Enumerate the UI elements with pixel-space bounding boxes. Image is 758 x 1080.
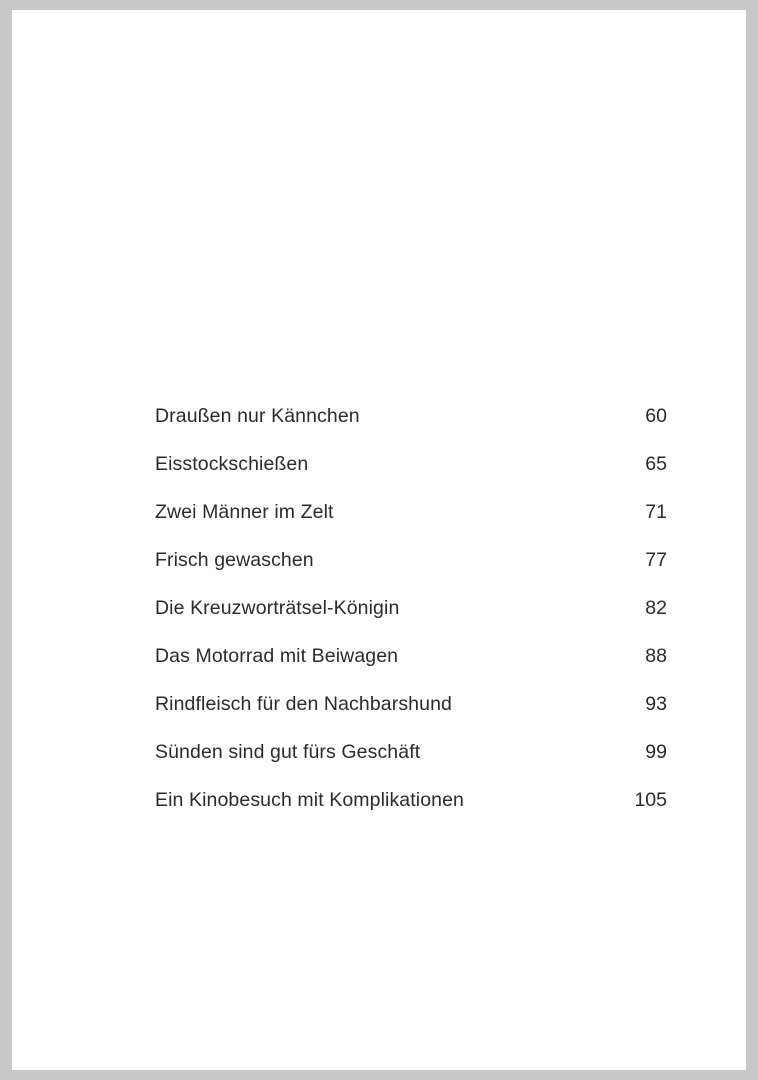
- list-item[interactable]: [155, 776, 667, 824]
- table-of-contents: [155, 392, 667, 824]
- toc-entry-title: Eisstockschießen: [155, 453, 309, 475]
- toc-entry-page-number: 88: [645, 645, 667, 667]
- toc-entry-title: Sünden sind gut fürs Geschäft: [155, 741, 421, 763]
- toc-entry-page-number: 77: [645, 549, 667, 571]
- toc-entry-page-number: 105: [634, 789, 667, 811]
- toc-entry-page-number: 71: [645, 501, 667, 523]
- book-page: [12, 10, 746, 1070]
- list-item[interactable]: [155, 392, 667, 440]
- toc-entry-page-number: 60: [645, 405, 667, 427]
- toc-entry-title: Rindfleisch für den Nachbarshund: [155, 693, 452, 715]
- list-item[interactable]: [155, 536, 667, 584]
- toc-entry-page-number: 99: [645, 741, 667, 763]
- list-item[interactable]: [155, 728, 667, 776]
- toc-entry-title: Ein Kinobesuch mit Komplikationen: [155, 789, 464, 811]
- toc-entry-title: Draußen nur Kännchen: [155, 405, 360, 427]
- toc-entry-title: Das Motorrad mit Beiwagen: [155, 645, 399, 667]
- toc-entry-title: Zwei Männer im Zelt: [155, 501, 334, 523]
- toc-entry-title: Frisch gewaschen: [155, 549, 314, 571]
- toc-entry-page-number: 82: [645, 597, 667, 619]
- list-item[interactable]: [155, 488, 667, 536]
- list-item[interactable]: [155, 632, 667, 680]
- toc-entry-page-number: 93: [645, 693, 667, 715]
- list-item[interactable]: [155, 440, 667, 488]
- list-item[interactable]: [155, 584, 667, 632]
- toc-entry-title: Die Kreuzworträtsel-Königin: [155, 597, 400, 619]
- list-item[interactable]: [155, 680, 667, 728]
- toc-entry-page-number: 65: [645, 453, 667, 475]
